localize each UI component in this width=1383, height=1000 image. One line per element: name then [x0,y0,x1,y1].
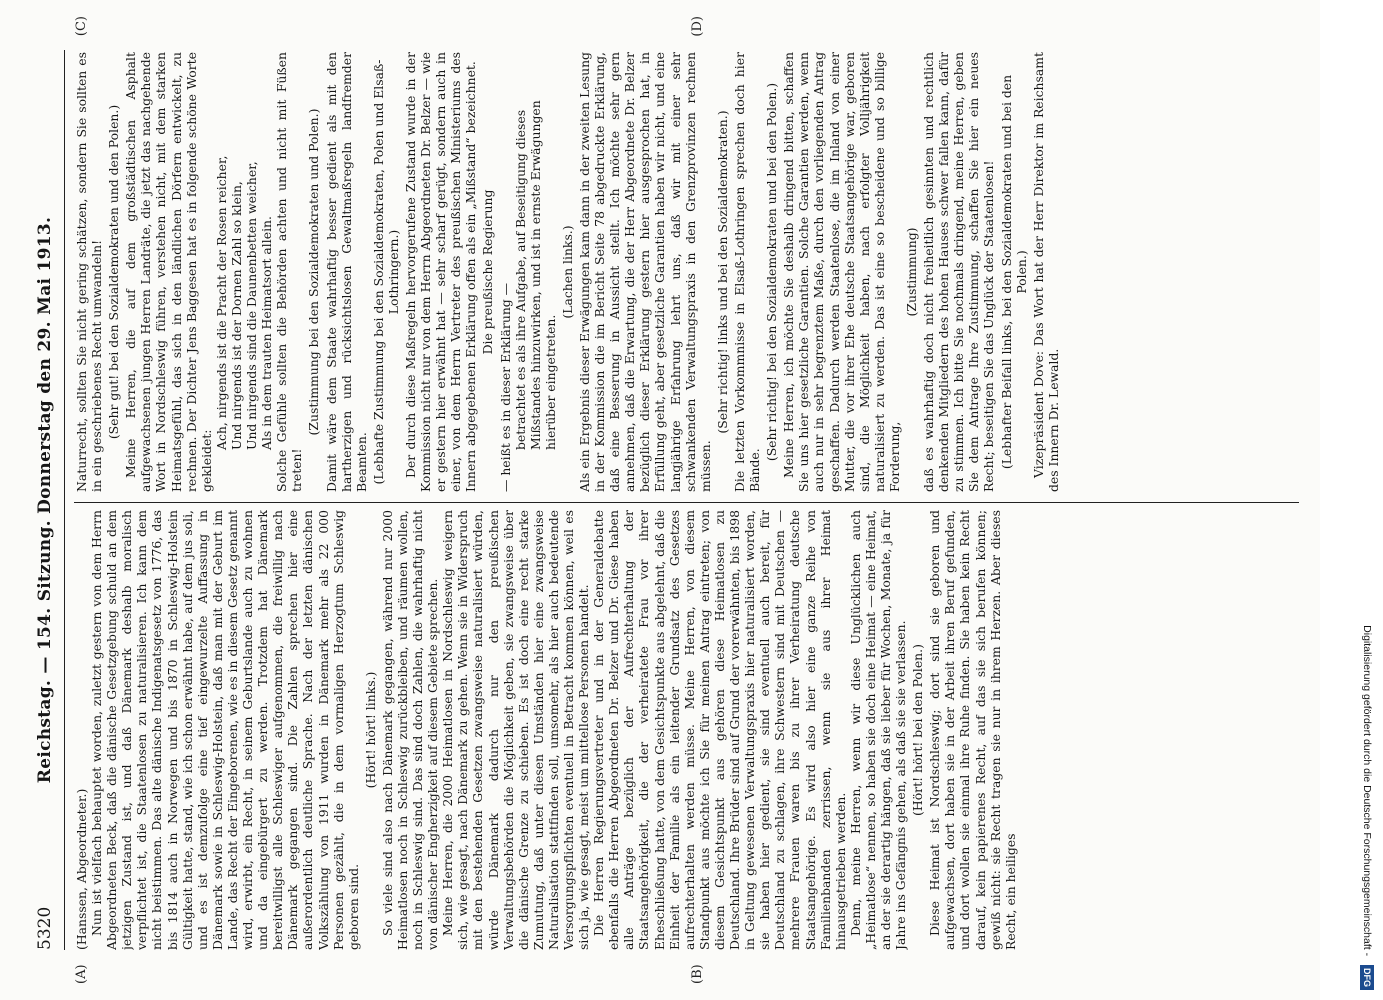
interjection: (Sehr richtig! links und bei den Sozialdemokraten.) [714,110,730,434]
interjection: (Sehr gut! bei den Sozialdemokraten und den Polen.) [106,104,122,440]
quote-text: betrachtet es als ihre Aufgabe, auf Beseitigung dieses Mißstandes hinzuwirken, und ist in ernste Erwägungen hierüber eingetreten. [512,100,558,450]
column-divider [74,502,1299,503]
paragraph: Denn, meine Herren, wenn wir diese Unglücklichen auch „Heimatlose“ nennen, so haben sie doch eine Heimat — eine Heimat, an der sie derartig hängen, daß sie lieber für Wochen, Monate, ja für Jahre ins Gefängnis gehen, als daß sie sie verlassen. [847,510,909,950]
interjection: (Lachen links.) [559,225,575,319]
interjection: (Zustimmung) [903,227,919,317]
interjection: (Hört! hört! bei den Polen.) [910,644,926,816]
page-title: Reichstag. — 154. Sitzung. Donnerstag den 29. Mai 1913. [35,216,55,784]
margin-mark-a: (A) [74,964,89,984]
paragraph: Damit wäre dem Staate wahrhaftig besser gedient als mit den hartherzigen und rücksichtslosen Gewaltmaßregeln landfremder Beamten. [323,52,369,492]
margin-mark-d: (D) [690,16,705,37]
paragraph: Die Herren Regierungsvertreter und in der Generaldebatte ebenfalls die Herren Abgeordneten Dr. Belzer und Dr. Giese haben alle Anträge bezüglich der Aufrechterhaltung der Staatsangehörigkeit, die der verheiratete Frau vor ihrer Eheschließung hatte, von dem Gesichtspunkte aus abgelehnt, daß die Einheit der Familie als ein leitender Grundsatz des Gesetzes aufrechterhalten werden müsse. Meine Herren, von diesem Standpunkt aus möchte ich Sie für meinen Antrag eintreten; von diesem Gesichtspunkt aus gehören diese Heimatlosen zu Deutschland. Ihre Brüder sind auf Grund der vorerwähnten, bis 1898 in Geltung gewesenen Verwaltungspraxis hier naturalisiert worden, sie haben hier gedient, sie sind eventuell auch bereit, für Deutschland zu schlagen, ihre Schwestern sind mit Deutschen — mehrere Frauen waren bis zu ihrer Verheiratung deutsche Staatsangehörige. Es wird also hier eine ganze Reihe von Familienbanden zerrissen, wenn sie aus ihrer Heimat hinausgetrieben werden. [591,510,848,950]
paragraph: Die letzten Vorkommnisse in Elsaß-Lothringen sprechen doch hier Bände. [731,52,763,492]
verse-line: Ach, nirgends ist die Pracht der Rosen reicher, [213,155,229,450]
margin-mark-c: (C) [74,16,89,37]
verse-line: Als in dem trauten Heimatsort allein. [259,216,275,450]
speaker-label: (Hanssen, Abgeordneter.) [74,788,89,950]
left-text-column [74,510,1299,950]
paragraph: Meine Herren, die auf dem großstädtischen Asphalt aufgewachsenen jungen Herren Landräte, die jetzt das nachgehende Wort in Nordschleswig führen, verstehen nicht, mit dem starken Heimatsgefühl, das sich in den ländlichen Dörfern entwickelt, zu rechnen. Der Dichter Jens Baggesen hat es in folgende schöne Worte gekleidet: [123,52,214,492]
paragraph: Meine Herren, ich möchte Sie deshalb dringend bitten, schaffen Sie uns hier gesetzliche Garantien. Solche Garantien werden, wenn auch nur in sehr begrenztem Maße, durch den vorliegenden Antrag geschaffen. Dadurch werden Staatenlose, die im Inland von einer Mutter, die vor ihrer Ehe deutsche Staatsangehörige war, geboren sind, die Möglichkeit haben, nach erfolgter Volljährigkeit naturalisiert zu werden. Das ist eine so bescheidene und so billige Forderung, [781,52,902,492]
quote-intro: Die preußische Regierung [480,189,496,355]
paragraph: Als ein Ergebnis dieser Erwägungen kam dann in der zweiten Lesung in der Kommission die im Bericht Seite 78 abgedruckte Erklärung, daß eine Besserung in Aussicht stellt. Ich möchte sehr gern annehmen, daß die Erwartung, die der Herr Abgeordnete Dr. Belzer bezüglich dieser Erklärung gestern hier ausgesprochen hat, in Erfüllung geht, aber gesetzliche Garantien haben wir nicht, und eine langjährige Erfahrung lehrt uns, daß wir mit einer sehr schwankenden Verwaltungspraxis in den Grenzprovinzen rechnen müssen. [577,52,713,492]
interjection: (Lebhafter Beifall links, bei den Sozialdemokraten und bei den Polen.) [998,74,1029,470]
interjection: (Hört! hört! links.) [362,671,378,789]
paragraph: daß es wahrhaftig doch nicht freiheitlich gesinnten und rechtlich denkenden Mitgliedern des hohen Hauses schwer fallen kann, dafür zu stimmen. Ich bitte Sie nochmals dringend, meine Herren, geben Sie dem Antrage Ihre Zustimmung, schaffen Sie hier ein neues Recht; beseitigen Sie das Unglück der Staatenlosen! [921,52,997,492]
quote-aside: — heißt es in dieser Erklärung — [497,282,513,492]
verse-line: Und nirgends sind die Daunenbetten weicher, [244,161,260,450]
page-number: 5320 [35,906,55,950]
interjection: (Sehr richtig! bei den Sozialdemokraten und bei den Polen.) [764,82,780,462]
interjection: (Zustimmung bei den Sozialdemokraten und Polen.) [306,108,322,436]
page-header [30,50,65,950]
margin-mark-b: (B) [690,964,705,984]
paragraph: Der durch diese Maßregeln hervorgerufene Zustand wurde in der Kommission nicht nur von dem Herrn Abgeordneten Dr. Belzer — wie er gestern hier erwähnt hat — sehr scharf gerügt, sondern auch in einer, von dem Herrn Vertreter des preußischen Ministeriums des Innern abgegebenen Erklärung offen als ein „Mißstand“ bezeichnet. [402,52,479,492]
paragraph: Naturrecht, sollten Sie nicht gering schätzen, sondern Sie sollten es in ein geschriebenes Recht umwandeln! [74,52,105,492]
verse-line: Und nirgends ist der Dornen Zahl so klein, [228,181,244,450]
interjection: (Lebhafte Zustimmung bei den Sozialdemokraten, Polen und Elsaß-Lothringern.) [370,59,401,485]
right-text-column [74,52,1299,492]
digitization-note [1358,10,1376,990]
paragraph: Meine Herren, die 2000 Heimatlosen in Nordschleswig weigern sich, wie gesagt, nach Dänemark zu gehen. Wenn sie in Widerspruch mit den bestehenden Gesetzen zwangsweise naturalisiert würden, würde Dänemark dadurch nur den preußischen Verwaltungsbehörden die Möglichkeit geben, sie zwangsweise über die dänische Grenze zu schieben. Es ist doch eine recht starke Zumutung, daß unter diesen Umständen hier eine zwangsweise Naturalisation stattfinden soll, umsomehr, als hier auch bedeutende Versorgungspflichten eventuell in Betracht kommen können, weil es sich ja, wie gesagt, meist um mittellose Personen handelt. [440,510,592,950]
paragraph: Solche Gefühle sollten die Behörden achten und nicht mit Füßen treten! [274,52,305,492]
paragraph: Diese Heimat ist Nordschleswig; dort sind sie geboren und aufgewachsen, dort haben sie in der Arbeit ihren Beruf gefunden, und dort wollen sie einmal ihre Ruhe finden. Sie haben kein Recht darauf, kein papierenes Recht, auf das sie sich berufen können; gewiß nicht: sie Recht tragen sie nur in ihrem Herzen. Aber dieses Recht, ein heiliges [927,510,1018,950]
dfg-logo: DFG [1360,965,1374,990]
presiding-statement: Vizepräsident Dove: Das Wort hat der Herr Direktor im Reichsamt des Innern Dr. Lewald. [1030,52,1061,492]
digitization-note-text: Digitalisierung gefördert durch die Deutsche Forschungsgemeinschaft - [1361,625,1373,957]
paragraph: Nun ist vielfach behauptet worden, zuletzt gestern von dem Herrn Abgeordneten Beck, daß die dänische Gesetzgebung schuld an dem jetzigen Zustand ist, und daß Dänemark deshalb moralisch verpflichtet ist, die Staatenlosen zu naturalisieren. Ich kann dem nicht beistimmen. Das alte dänische Indigenatsgesetz von 1776, das bis 1814 auch in Norwegen und bis 1870 in Schleswig-Holstein Gültigkeit hatte, stand, wie ich schon erwähnt habe, auf dem jus soli, und es ist demzufolge eine tief eingewurzelte Auffassung in Dänemark sowie in Schleswig-Holstein, daß man mit der Geburt im Lande, das Recht der Eingeborenen, wie es in diesem Gesetz genannt wird, erwirbt, ein Recht, in seinem Geburtslande auch zu wohnen und da eingebürgert zu werden. Trotzdem hat Dänemark bereitwilligst alle Schleswiger aufgenommen, die freiwillig nach Dänemark gegangen sind. Die Zahlen sprechen hier eine außerordentlich deutliche Sprache. Nach der letzten dänischen Volkszählung von 1911 wurden in Dänemark mehr als 22 000 Personen gezählt, die in dem vormaligen Herzogtum Schleswig geboren sind. [89,510,361,950]
paragraph: So viele sind also nach Dänemark gegangen, während nur 2000 Heimatlosen noch in Schleswig zurückbleiben, und räumen wollen, noch in Schleswig sind. Das sind doch Zahlen, die wahrhaftig nicht von dänischer Engherzigkeit auf diesem Gebiete sprechen. [379,510,441,950]
